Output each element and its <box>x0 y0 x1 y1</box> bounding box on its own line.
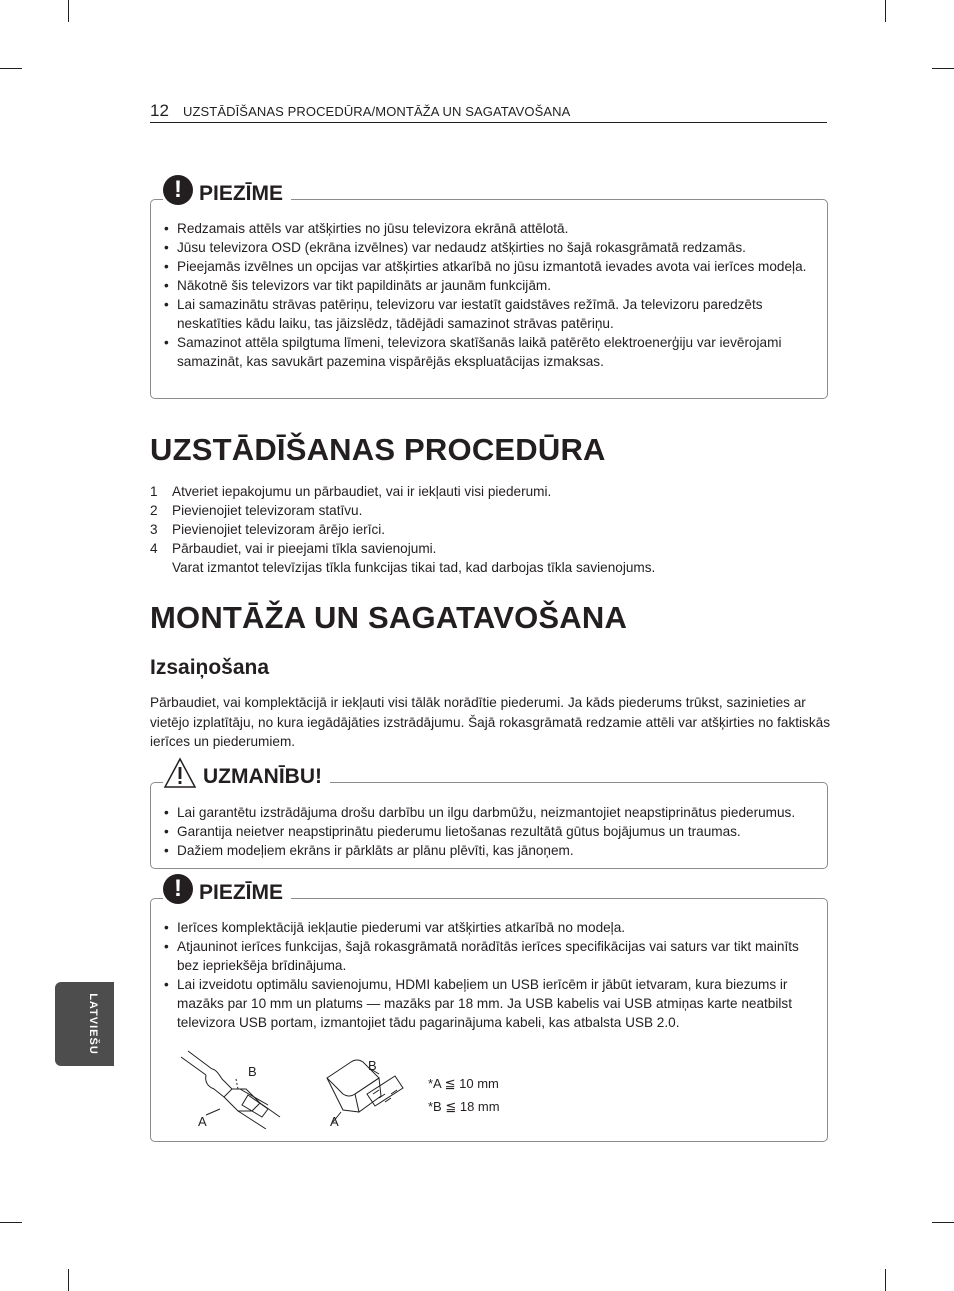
section-title: UZSTĀDĪŠANAS PROCEDŪRA <box>150 432 606 467</box>
warning-triangle-icon <box>163 757 197 789</box>
exclamation-circle-icon: ! <box>163 175 193 205</box>
spec-a: *A ≦ 10 mm <box>428 1076 499 1091</box>
section-title: MONTĀŽA UN SAGATAVOŠANA <box>150 600 628 635</box>
step-continuation: Varat izmantot televīzijas tīkla funkcijas tikai tad, kad darbojas tīkla savienojums. <box>172 560 656 575</box>
list-item: • Garantija neietver neapstiprinātu piederumu lietošanas rezultātā gūtus bojājumus un traumas. <box>163 822 815 841</box>
step-list <box>150 482 830 577</box>
running-title: UZSTĀDĪŠANAS PROCEDŪRA/MONTĀŽA UN SAGATAVOŠANA <box>183 104 571 119</box>
list-item: • Jūsu televizora OSD (ekrāna izvēlnes) var nedaudz atšķirties no šajā rokasgrāmatā redzamās. <box>163 238 815 257</box>
exclamation-circle-icon: ! <box>163 874 193 904</box>
page-number: 12 <box>150 101 169 120</box>
list-item: • Lai garantētu izstrādājuma drošu darbību un ilgu darbmūžu, neizmantojiet neapstiprinātus piederumus. <box>163 803 815 822</box>
note-list <box>163 219 815 371</box>
spec-b: *B ≦ 18 mm <box>428 1099 500 1114</box>
list-item: • Ierīces komplektācijā iekļautie piederumi var atšķirties atkarībā no modeļa. <box>163 918 815 937</box>
caution-box-header <box>163 759 330 795</box>
caution-box <box>150 765 828 869</box>
language-label: LATVIEŠU <box>87 993 99 1055</box>
list-item: • Pieejamās izvēlnes un opcijas var atšķirties atkarībā no jūsu izmantotā ievades avota vai ierīces modeļa. <box>163 257 815 276</box>
crop-mark <box>932 68 954 69</box>
note-box-header <box>163 875 291 911</box>
dimension-label-b: B <box>368 1058 377 1073</box>
body-paragraph: Pārbaudiet, vai komplektācijā ir iekļauti visi tālāk norādītie piederumi. Ja kāds piederums trūkst, sazinieties ar vietējo izplatītāju, no kura iegādājāties izstrādājumu. Šajā rokasgrāmatā redzamie attēli var atšķirties no faktiskās ierīces un piederumiem. <box>150 695 831 749</box>
list-item: • Nākotnē šis televizors var tikt papildināts ar jaunām funkcijām. <box>163 276 815 295</box>
list-item: • Dažiem modeļiem ekrāns ir pārklāts ar plānu plēvīti, kas jānoņem. <box>163 841 815 860</box>
note-title: PIEZĪME <box>199 881 284 904</box>
note-list <box>163 918 815 1032</box>
list-item: 4 Pārbaudiet, vai ir pieejami tīkla savienojumi. <box>150 541 437 556</box>
crop-mark <box>68 1269 69 1291</box>
hdmi-connector-illustration <box>176 1049 286 1129</box>
list-item: • Atjauninot ierīces funkcijas, šajā rokasgrāmatā norādītās ierīces specifikācijas vai saturs var tikt mainīts bez iepriekšēja brīdinājuma. <box>163 937 815 975</box>
list-item: • Samazinot attēla spilgtuma līmeni, televizora skatīšanās laikā patērēto elektroenerģiju var ievērojami samazināt, kas savukārt pazemina vispārējās ekspluatācijas izmaksas. <box>163 333 815 371</box>
dimension-label-b: B <box>248 1064 257 1079</box>
crop-mark <box>0 1222 22 1223</box>
caution-list <box>163 803 815 860</box>
language-side-tab <box>55 982 114 1066</box>
list-item: 1 Atveriet iepakojumu un pārbaudiet, vai ir iekļauti visi piederumi. <box>150 484 552 499</box>
list-item: 3 Pievienojiet televizoram ārējo ierīci. <box>150 522 386 537</box>
crop-mark <box>885 1269 886 1291</box>
list-item: 2 Pievienojiet televizoram statīvu. <box>150 503 363 518</box>
list-item: • Redzamais attēls var atšķirties no jūsu televizora ekrānā attēlotā. <box>163 219 815 238</box>
dimension-label-a: A <box>198 1114 207 1129</box>
note-box-header <box>163 176 291 212</box>
page-header <box>150 101 827 123</box>
crop-mark <box>885 0 886 22</box>
note-box <box>150 875 828 1142</box>
caution-title: UZMANĪBU! <box>203 765 322 788</box>
dimension-label-a: A <box>330 1114 339 1129</box>
note-box <box>150 176 828 399</box>
crop-mark <box>0 68 22 69</box>
list-item: • Lai izveidotu optimālu savienojumu, HDMI kabeļiem un USB ierīcēm ir jābūt ietvaram, kura biezums ir mazāks par 10 mm un platums — mazāks par 18 mm. Ja USB kabelis vai USB atmiņas karte neatbilst televizora USB portam, izmantojiet tādu pagarinājuma kabeli, kas atbalsta USB 2.0. <box>163 975 815 1032</box>
crop-mark <box>932 1222 954 1223</box>
crop-mark <box>68 0 69 22</box>
list-item: • Lai samazinātu strāvas patēriņu, televizoru var iestatīt gaidstāves režīmā. Ja televizoru paredzēts neskatīties kādu laiku, tas jāizslēdz, tādējādi samazinot strāvas patēriņu. <box>163 295 815 333</box>
subsection-title: Izsaiņošana <box>150 656 270 679</box>
note-title: PIEZĪME <box>199 182 284 205</box>
